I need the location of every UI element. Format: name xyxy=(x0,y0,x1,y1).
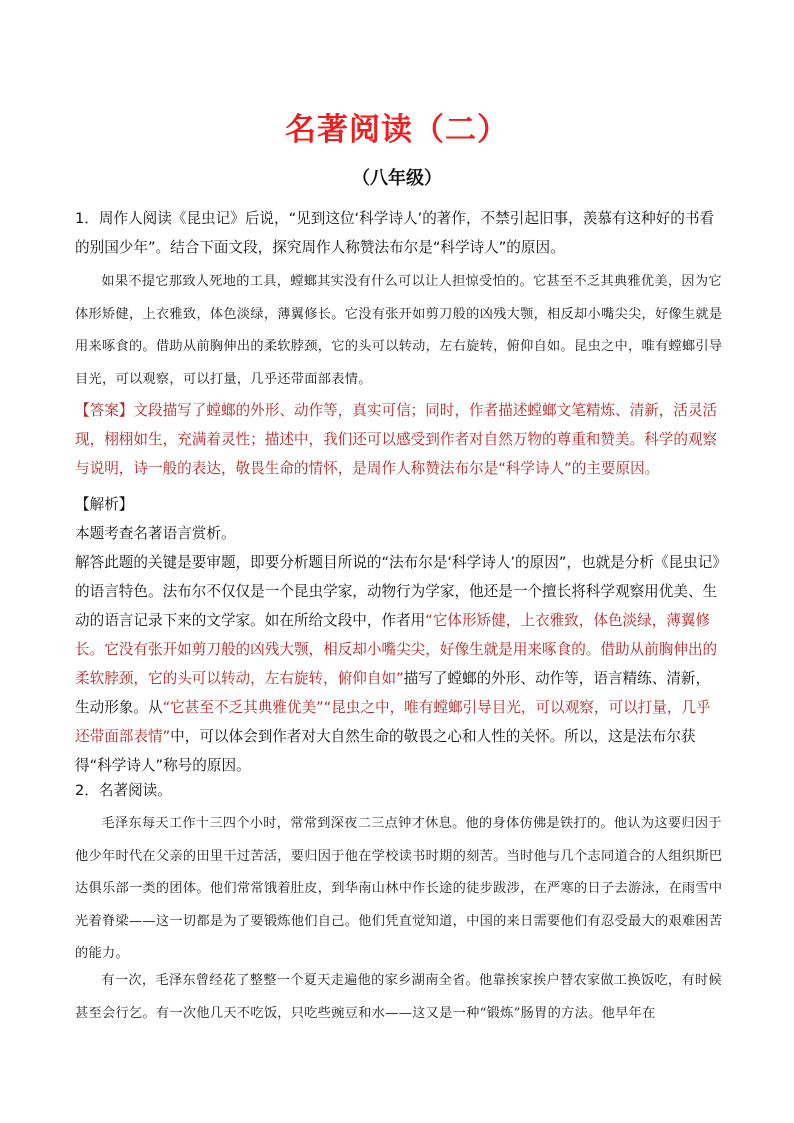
analysis-body-mid: 描写了螳螂的外形、动作等，语言精练、清新，生动形象。从 xyxy=(75,670,711,716)
q1-passage: 如果不提它那致人死地的工具，螳螂其实没有什么可以让人担惊受怕的。它甚至不乏其典雅优美，因为它体形矫健，上衣雅致，体色淡绿，薄翼修长。它没有张开如剪刀般的凶残大颚，相反却小嘴尖尖，好像生就是用来啄食的。借助从前胸伸出的柔软脖颈，它的头可以转动，左右旋转，俯仰自如。昆虫之中，唯有螳螂引导目光，可以观察，可以打量，几乎还带面部表情。 xyxy=(75,274,723,387)
analysis-line-1: 本题考查名著语言赏析。 xyxy=(75,525,236,542)
analysis-body xyxy=(75,548,723,780)
question-1: 1．周作人阅读《昆虫记》后说，“见到这位‘科学诗人’的著作，不禁引起旧事，羡慕有这种好的书看的别国少年”。结合下面文段，探究周作人称赞法布尔是“科学诗人”的原因。 xyxy=(75,210,715,256)
page-subtitle: （八年级） xyxy=(352,168,442,189)
analysis-label: 【解析】 xyxy=(75,496,134,513)
analysis-body-intro: 解答此题的关键是要审题，即要分析题目所说的“法布尔是‘科学诗人’的原因”，也就是分析《昆虫记》的语言特色。法布尔不仅仅是一个昆虫学家，动物行为学家，他还是一个擅长将科学观察用优美、生动的语言记录下来的文学家。如在所给文段中，作者用 xyxy=(75,554,720,629)
analysis-body-end: 中，可以体会到作者对大自然生命的敬畏之心和人性的关怀。所以，这是法布尔获得“科学诗人”称号的原因。 xyxy=(75,728,696,774)
answer-text: 文段描写了螳螂的外形、动作等，真实可信；同时，作者描述螳螂文笔精炼、清新，活灵活现，栩栩如生，充满着灵性；描述中，我们还可以感受到作者对自然万物的尊重和赞美。科学的观察与说明，诗一般的表达，敬畏生命的情怀，是周作人称赞法布尔是“科学诗人”的主要原因。 xyxy=(75,402,718,477)
q2-passage-1: 毛泽东每天工作十三四个小时，常常到深夜二三点钟才休息。他的身体仿佛是铁打的。他认为这要归因于他少年时代在父亲的田里干过苦活，要归因于他在学校读书时期的刻苦。当时他与几个志同道合的人组织斯巴达俱乐部一类的团体。他们常常饿着肚皮，到华南山林中作长途的徒步跋涉，在严寒的日子去游泳，在雨雪中光着脊梁——这一切都是为了要锻炼他们自己。他们凭直觉知道，中国的来日需要他们有忍受最大的艰难困苦的能力。 xyxy=(75,816,723,961)
page-title: 名著阅读（二） xyxy=(285,112,509,148)
question-2: 2．名著阅读。 xyxy=(75,782,172,799)
answer-label: 【答案】 xyxy=(75,402,134,419)
analysis-quote-1: “它体形矫健，上衣雅致，体色淡绿，薄翼修长。它没有张开如剪刀般的凶残大颚，相反却小嘴尖尖，好像生就是用来啄食的。借助从前胸伸出的柔软脖颈，它的头可以转动，左右旋转，俯仰自如” xyxy=(75,612,718,687)
analysis-quote-2: “它甚至不乏其典雅优美”“昆虫之中，唯有螳螂引导目光，可以观察，可以打量，几乎还带面部表情” xyxy=(75,699,711,745)
q1-answer xyxy=(75,396,723,483)
q2-passage-2: 有一次，毛泽东曾经花了整整一个夏天走遍他的家乡湖南全省。他靠挨家挨户替农家做工换饭吃，有时候甚至会行乞。有一次他几天不吃饭，只吃些豌豆和水——这又是一种“锻炼”肠胃的方法。他早年在 xyxy=(75,973,722,1021)
